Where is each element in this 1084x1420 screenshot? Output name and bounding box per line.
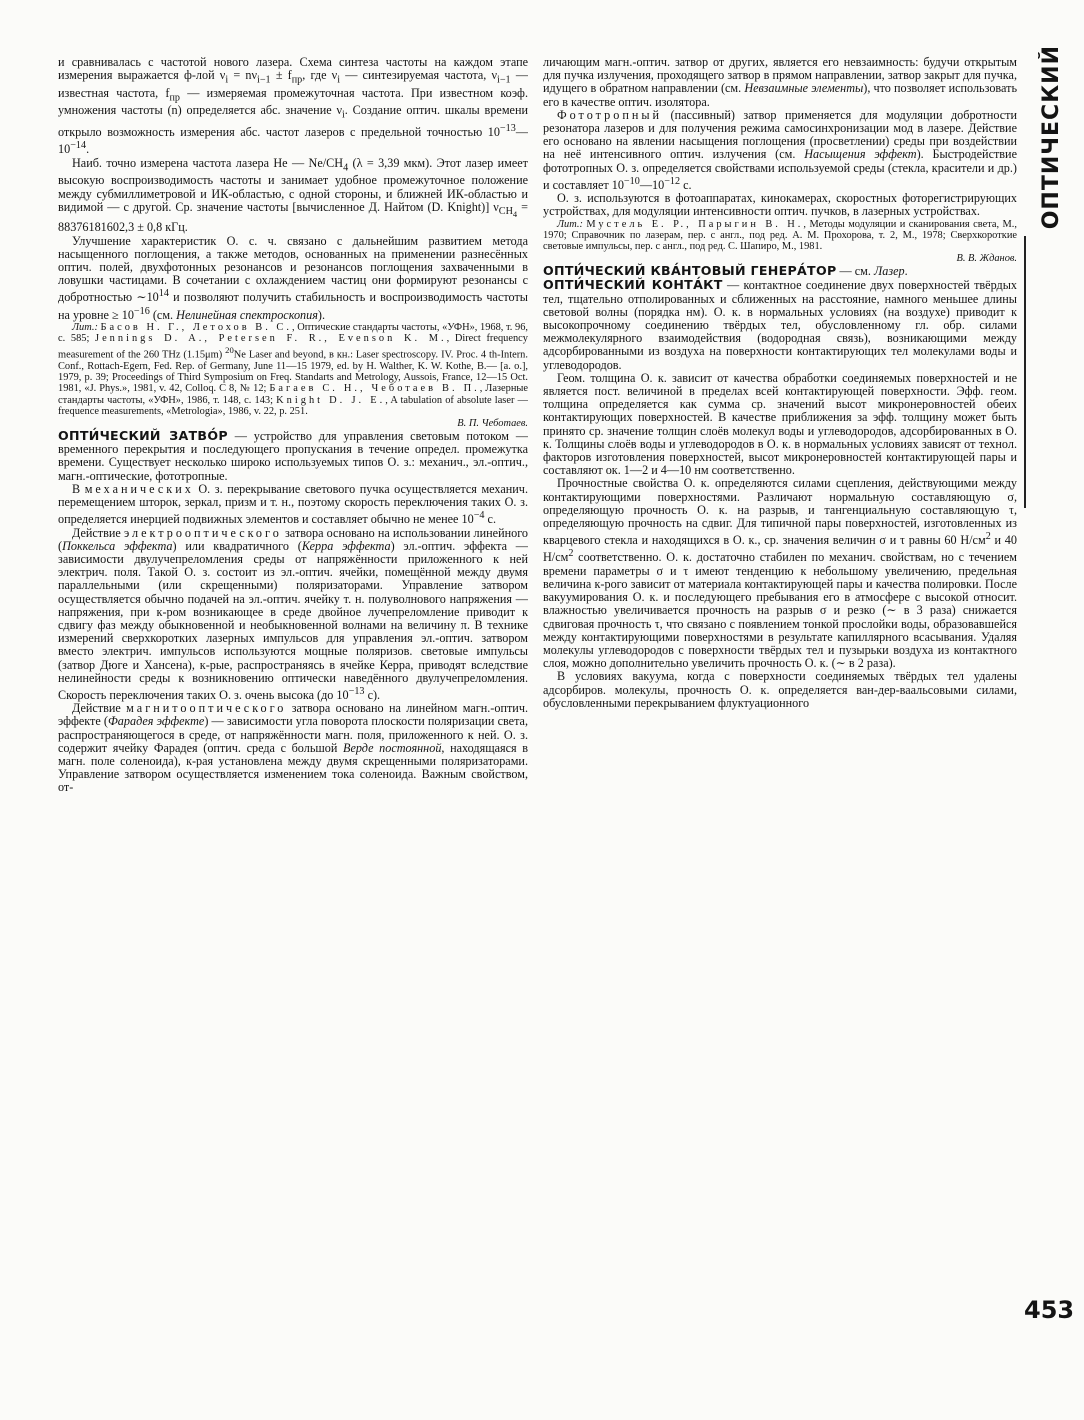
entry-definition: — устройство для управления световым потоком — временного перекрытия и последующего пропускания в течение определ. промежутка времени. Существует несколько широко используемых типов О. з.: механич., эл.-оптич., магн.-оптические, фототропные. [58,429,528,483]
paragraph: Действие электрооптического затвора основано на использовании линейного (Поккельса эффекта) или квадратичного (Керра эффекта) эл.-оптич. эффекта — зависимости двулучепреломления среды от напряжённости приложенного к ней электрич. поля. Такой О. з. состоит из эл.-оптич. ячейки, помещённой между двумя параллельными (или скрещенными) поляризаторами. Управление затвором осуществляется обычно подачей на эл.-оптич. ячейку т. н. полуволнового напряжения — напряжения, при к-ром возникающее в среде двойное лучепреломление приводит к сдвигу фаз между обыкновенной и необыкновенной волнами на величину π. В технике измерений сверхкоротких лазерных импульсов для управления эл.-оптич. затвором вместо электрич. импульсов используются мощные поляризов. световые импульсы (затвор Дюге и Хансена), к-рые, распространяясь в ячейке Керра, приводят вследствие нелинейности среды к возникновению оптически наведённого двулучепреломления. Скорость переключения таких О. з. очень высока (до $10^{-13}$ с). [58,525,528,703]
page-number: 453 [1024,1296,1075,1324]
paragraph: личающим магн.-оптич. затвор от других, является его невзаимность: будучи открытым для пучка излучения, проходящего затвор в прямом направлении, затвор закрыт для пучка, идущего в обратном направлении (см. Невзаимные элементы), что позволяет использовать его в качестве оптич. изолятора. [543,56,1017,109]
entry-heading: ОПТИ́ЧЕСКИЙ КОНТА́КТ [543,277,723,293]
paragraph: О. з. используются в фотоаппаратах, кинокамерах, скоростных фоторегистрирующих устройствах, для модуляции интенсивности оптич. пучков, в лазерных устройствах. [543,191,1017,219]
article-author: В. П. Чеботаев. [457,417,528,429]
article-author: В. В. Жданов. [956,252,1017,264]
paragraph: Фототропный (пассивный) затвор применяется для модуляции добротности резонатора лазеров и для получения режима самосинхронизации мод в лазере. Действие его основано на явлении насыщения поглощения (просветлении) среды при воздействии на неё интенсивного оптич. излучения (см. Насыщения эффект). Быстродействие фототропных О. з. определяется свойствами используемой среды (стекла, красители и др.) и составляет $10^{-10}—10^{-12}$ с. [543,107,1017,192]
left-column [58,56,528,1356]
entry-definition: — контактное соединение двух поверхностей твёрдых тел, тщательно отполированных и сближенных на расстояние, намного меньшее длины световой волны (порядка нм). О. к. в нормальных условиях (на воздухе) приводит к высокопрочному соединению твёрдых тел, обусловленному гл. обр. силами межмолекулярного взаимодействия (водородная связь), возникающими между адсорбированными из воздуха на поверхности контактирующих тел молекулами воды и углеводородов. [543,278,1017,372]
entry-heading: ОПТИ́ЧЕСКИЙ ЗАТВО́Р [58,428,228,444]
paragraph: Геом. толщина О. к. зависит от качества обработки соединяемых поверхностей и не является пост. величиной в пределах всей контактирующей поверхности. Эфф. геом. толщина определяется как сумма ср. значений высот микронеровностей обеих контактирующих поверхностей. В качестве приближения за эфф. толщину может быть принято ср. значение толщин слоёв молекул воды и углеводородов, адсорбированных в О. к. Толщины слоёв воды и углеводородов в О. к. в нормальных условиях зависят от технол. факторов изготовления поверхностей, высот микронеровностей контактирующей пары и составляют ок. 1—2 и 4—10 нм соответственно. [543,370,1017,478]
cross-reference: — см. Лазер. [836,264,908,279]
entry-heading: ОПТИ́ЧЕСКИЙ КВА́НТОВЫЙ ГЕНЕРА́ТОР [543,263,837,279]
paragraph: Действие магнитооптического затвора основано на линейном магн.-оптич. эффекте (Фарадея эффекте) — зависимости угла поворота плоскости поляризации света, распространяющегося в среде, от напряжённости магн. поля, приложенного к ней. О. з. содержит ячейку Фарадея (оптич. среда с большой Верде постоянной, находящаяся в магн. поле соленоида), к-рая установлена между двумя скрещенными поляризаторами. Управление затвором осуществляется изменением тока соленоида. Важным свойством, от- [58,701,528,795]
entry-zatvor [58,429,528,483]
entry-kontakt [543,278,1017,371]
paragraph: Прочностные свойства О. к. определяются силами сцепления, действующими между контактирующими поверхностями. Различают нормальную составляющую σ, определяющую прочность О. к. на разрыв, и тангенциальную составляющую τ, определяющую прочность на сдвиг. Для типичной пары поверхностей, изготовленных из кварцевого стекла и находящихся в О. к., ср. значения величин σ и τ равны 60 $Н/см^2$ и 40 $Н/см^2$ соответственно. О. к. достаточно стабилен по механич. свойствам, но с течением времени параметры σ и τ имеют тенденцию к небольшому увеличению, предельная величина к-рого зависит от материала контактирующей пары и качества полировки. После вакуумирования О. к. и последующего пребывания его в атмосфере с высокой относит. влажностью увеличивается прочность на разрыв σ и резко (∼ в 3 раза) снижается сдвиговая прочность τ, что связано с появлением тонкой прослойки воды, образовавшейся между контактирующими поверхностями в результате капиллярного всасывания. Удаляя молекулы углеводородов с поверхности твёрдых тел и пузырьки воздуха из контактного слоя, можно дополнительно увеличить прочность О. к. (∼ в 2 раза). [543,476,1017,671]
running-head: ОПТИЧЕСКИЙ [1038,44,1064,230]
paragraph: В условиях вакуума, когда с поверхности соединяемых твёрдых тел удалены адсорбиров. молекулы, прочность О. к. определяется ван-дер-ваальсовыми силами, обусловленными перекрыванием флуктуационного [543,669,1017,710]
paragraph: и сравнивалась с частотой нового лазера. Схема синтеза частоты на каждом этапе измерения выражается ф-лой $\nu_i = n\nu_{i-1} \pm f_{пр}$, где $\nu_i$ — синтезируемая частота, $\nu_{i-1}$ — известная частота, $f_{пр}$ — измеряемая промежуточная частота. При известном коэф. умножения частоты (n) определяется абс. значение $\nu_i$. Создание оптич. шкалы времени открыло возможность измерения абс. частот лазеров с предельной точностью $10^{-13}—10^{-14}$. [58,56,528,157]
paragraph: Наиб. точно измерена частота лазера He — $Ne/CH_4$ (λ = 3,39 мкм). Этот лазер имеет высокую воспроизводимость частоты и занимает удобное промежуточное положение между субмиллиметровой и ИК-областью, с одной стороны, и ближней ИК-областью и видимой — с другой. Ср. значение частоты [вычисленное Д. Найтом (D. Knight)] $\nu_{CH_4} = 88376181602,3 \pm 0,8$ кГц. [58,155,528,235]
right-column [543,56,1017,1356]
literature-list: Лит.: Мустель Е. Р., Парыгин В. Н., Методы модуляции и сканирования света, М., 1970; Справочник по лазерам, пер. с англ., под ред. А. М. Прохорова, т. 2, М., 1978; Сверхкороткие световые импульсы, пер. с англ., под ред. С. Шапиро, М., 1981. [543,218,1017,253]
paragraph: В механических О. з. перекрывание светового пучка осуществляется механич. перемещением шторок, зеркал, призм и т. н., поэтому скорость переключения таких О. з. определяется инерцией подвижных элементов и составляет обычно не менее $10^{-4}$ с. [58,481,528,527]
margin-rule [1024,236,1026,508]
literature-list: Лит.: Басов Н. Г., Летохов В. С., Оптические стандарты частоты, «УФН», 1968, т. 96, с. 585; Jennings D. A., Petersen F. R., Evenson K. M., Direct frequency measurement of the 260 THz (1.15μm) $^{20}$Ne Laser and beyond, в кн.: Laser spectroscopy. IV. Proc. 4 th-Intern. Conf., Rottach-Egern, Fed. Rep. of Germany, June 11—15 1979, ed. by H. Walther, K. W. Kothe, B.— [a. o.], 1979, p. 39; Proceedings of Third Symposium on Freq. Standarts and Metrology, Aussois, France, 12—15 Oct. 1981, «J. Phys.», 1981, v. 42, Colloq. C 8, № 12; Багаев С. Н., Чеботаев В. П., Лазерные стандарты частоты, «УФН», 1986, т. 148, с. 143; Knight D. J. E., A tabulation of absolute laser — frequence measurements, «Metrologia», 1986, v. 22, p. 251. [58,321,528,418]
paragraph: Улучшение характеристик О. с. ч. связано с дальнейшим развитием метода насыщенного поглощения, а также методов, основанных на применении разнесённых оптич. полей, двухфотонных резонансов и резонансов поглощения захваченными в ловушки частицами. В сочетании с охлаждением частиц они формируют резонансы с добротностью $\sim 10^{14}$ и позволяют получить стабильность и воспроизводимость частоты на уровне ≥ $10^{-16}$ (см. Нелинейная спектроскопия). [58,233,528,322]
